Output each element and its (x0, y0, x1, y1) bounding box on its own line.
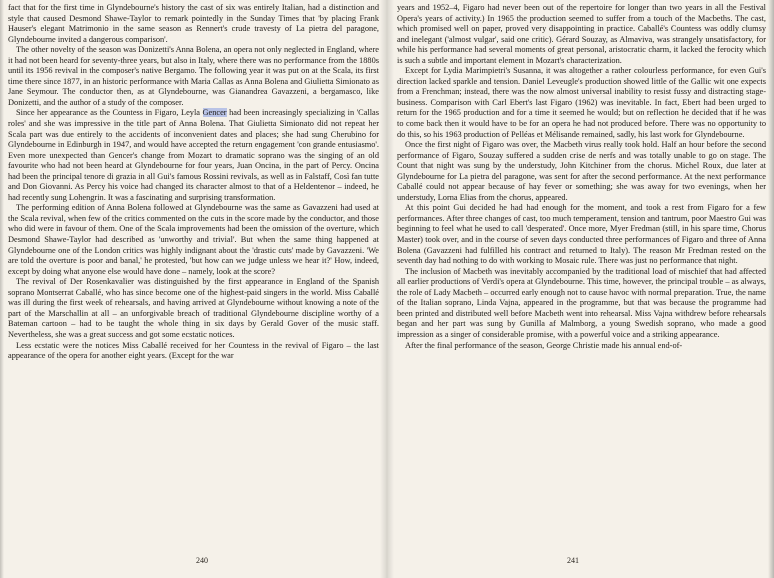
page-number: 241 (567, 556, 579, 565)
paragraph: After the final performance of the season, George Christie made his annual end-of- (405, 340, 683, 350)
paragraph: Since her appearance as the Countess in Figaro, Leyla Gencer had been increasingly specializing in 'Callas roles' and she was impressive in the title part of Anna Bolena. That Giulietta Simionato did not repeat her Scala part was due entirely to the accidents of inconvenient dates and places; she had sung Cherubino for Glyndebourne in Edinburgh in 1947, and would have accepted the return engagement 'con grande entusiasmo'. Even more unexpected than Gencer's change from Mozart to dramatic soprano was the singing of an old favourite who had not been heard at Glyndebourne for four years, Juan Oncina, in the part of Percy. Oncina had been the principal tenore di grazia in all Gui's famous Rossini revivals, as well as in Falstaff, Così fan tutte and Don Giovanni. As Percy his voice had changed its character almost to that of a Heldentenor – indeed, he had recently sung Lohengrin. It was a fascinating and surprising transformation. (8, 108, 379, 202)
paragraph: years and 1952–4, Figaro had never been out of the repertoire for longer than two years in all the Festival Opera's years of activity.) In 1965 the production seemed to suffer from a touch of the Macbeths. The cast, which promised well on paper, proved very disappointing in practice. Caballé's Countess was oddly clumsy and inelegant ('almost vulgar', said one critic). Gérard Souzay, as Almaviva, was strangely unsatisfactory, for while his performance had several moments of great personal, aristocratic charm, it lacked the ferocity which is such a subtle and important element in Mozart's characterization. (397, 3, 766, 65)
paragraph: The revival of Der Rosenkavalier was distinguished by the first appearance in England of the Spanish soprano Montserrat Caballé, who has since become one of the highest-paid singers in the world. Miss Caballé was ill during the first week of rehearsals, and having arrived at Glyndebourne without knowing a note of the part of the Marschallin at all – an unforgivable breach of traditional Glyndebourne discipline worthy of a Bateman cartoon – had to be taught the whole thing in six days by Gerald Gover of the music staff. Nevertheless, she was a great success and got some ecstatic notices. (8, 277, 379, 339)
paragraph: At this point Gui decided he had had enough for the moment, and took a rest from Figaro for a few performances. After three changes of cast, too much temperament, tension and tantrum, poor Maestro Gui was beginning to feel what he used to call 'desperated'. Once more, Myer Fredman (still, in his spare time, Chorus Master) took over, and in the course of seven days conducted three performances of Figaro and three of Anna Bolena (Gavazzeni had fulfilled his contract and returned to Italy). The reason Mr Fredman rested on the seventh day had nothing to do with working to Mosaic rule. There was just no performance that night. (397, 203, 766, 266)
right-page-text (397, 3, 766, 351)
right-page (387, 0, 774, 578)
text-selection-highlight[interactable]: Gencer (202, 108, 227, 118)
paragraph: The other novelty of the season was Donizetti's Anna Bolena, an opera not only neglected in England, where it had not been heard for seventy-three years, but also in Italy, where there was no performance from the 1880s until its 1956 revival in the composer's native Bergamo. The following year it was put on at the Scala, its first time there since 1877, in an historic performance with Maria Callas as Anna Bolena and Giulietta Simionato as Jane Seymour. The conductor then, as at Glyndebourne, was Gianandrea Gavazzeni, a bergamasco, like Donizetti, and the author of a study of the composer. (8, 45, 379, 107)
paragraph: The inclusion of Macbeth was inevitably accompanied by the traditional load of mischief that had affected all earlier productions of Verdi's opera at Glyndebourne. This time, however, the principal trouble – as always, the role of Lady Macbeth – occurred early enough not to cause havoc with normal preparation. True, the name of the Italian soprano, Linda Vajna, appeared in the programme, but that was because the programme had been printed and distributed well before Macbeth went into rehearsal. Miss Vajna withdrew before rehearsals began and her part was sung by Gunilla af Malmborg, a young Swedish soprano, who made a good impression as a singer of considerable promise, with a powerful voice and a striking appearance. (397, 266, 766, 339)
paragraph: The performing edition of Anna Bolena followed at Glyndebourne was the same as Gavazzeni had used at the Scala revival, when few of the critics commented on the cuts in the score made by the conductor, and those who did were in favour of them. One of the Scala improvements had been the omission of the overture, which Desmond Shawe-Taylor had described as 'unworthy and trivial'. But when the same thing happened at Glyndebourne one of the London critics was highly indignant about the 'drastic cuts' made by Gavazzeni. 'We are told the overture is poor and banal,' he protested, 'but how can we judge unless we hear it?' How, indeed, except by doing what anyone else would have done – namely, look at the score? (8, 203, 379, 276)
paragraph: Once the first night of Figaro was over, the Macbeth virus really took hold. Half an hour before the second performance of Figaro, Souzay suffered a sudden crise de nerfs and was totally unable to go on stage. The Count that night was sung by the understudy, John Kitchiner from the chorus. Michel Roux, due later at Glyndebourne for La pietra del paragone, was sent for after the second performance. At the next performance Caballé could not appear because of hay fever or something; she was away for two evenings, when her understudy, Lorna Elias from the chorus, appeared. (397, 140, 766, 202)
paragraph: fact that for the first time in Glyndebourne's history the cast of six was entirely Italian, had a distinction and style that caused Desmond Shawe-Taylor to remark pointedly in the Sunday Times that 'by placing Frank Hauser's elegant Matrimonio in the same season as Rennert's crude travesty of La pietra del paragone, Glyndebourne invited a dangerous comparison'. (8, 3, 379, 44)
page-edge-left (0, 0, 4, 578)
book-gutter (380, 0, 394, 578)
page-edge-right (768, 0, 774, 578)
paragraph: Less ecstatic were the notices Miss Caballé received for her Countess in the revival of Figaro – the last appearance of the opera for another eight years. (Except for the war (8, 340, 379, 361)
paragraph: Except for Lydia Marimpietri's Susanna, it was altogether a rather colourless performance, for even Gui's direction lacked sparkle and tension. Daniel Leveugle's production showed little of the Gallic wit one expects from a Frenchman; instead, there was the now almost universal inability to resist fussy and distracting stage-business. Comparison with Carl Ebert's last Figaro (1962) was inevitable. In fact, Ebert had been urged to return for the 1965 production and for a time it seemed he would; but on reflection he decided that if he was to come back then it would have to be for an opera he had not produced before. There was no opportunity to do this, so his 1963 production of Pelléas et Mélisande remained, sadly, his last work for Glyndebourne. (397, 66, 766, 139)
left-page-text (8, 3, 379, 362)
page-number: 240 (196, 556, 208, 565)
